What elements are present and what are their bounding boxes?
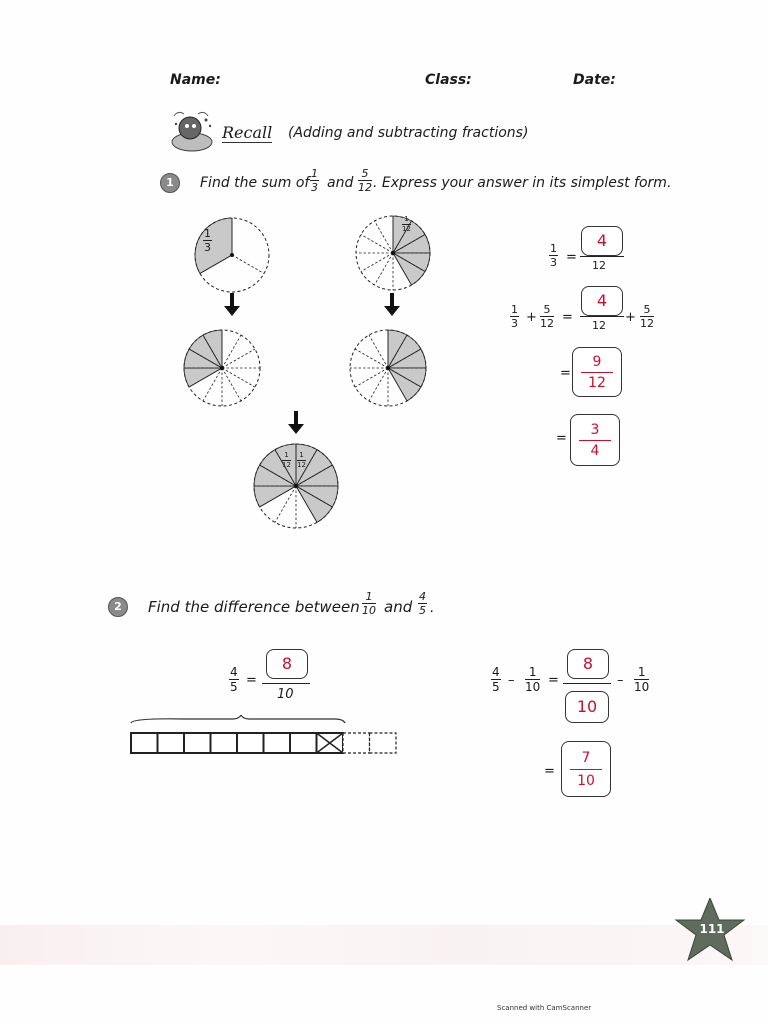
bar-cell [290, 733, 317, 753]
pie-charts [184, 216, 430, 528]
bar-cell [158, 733, 185, 753]
pie-divider [355, 349, 388, 368]
pie-center [386, 366, 390, 370]
pie-center [220, 366, 224, 370]
fraction-bar [580, 316, 624, 317]
plus-sign: + [625, 310, 636, 325]
pie-divider [369, 368, 388, 401]
class-label: Class: [425, 72, 472, 88]
q2-text-and: and [384, 598, 413, 616]
pie-label-twelfth: $\frac{1}{12}$ [402, 215, 411, 233]
step2-denominator: 12 [592, 319, 606, 332]
equals-sign: = [246, 673, 257, 688]
pie-center [391, 251, 395, 255]
pie-label-twelfth: $\frac{1}{12}$ [297, 451, 306, 469]
pie-five-twelfths [356, 216, 430, 290]
equals-sign: = [566, 250, 577, 265]
q1-fraction-2: $\frac{5}{12}$ [358, 167, 372, 194]
q2-text-end: . [430, 600, 435, 616]
bar-cell [343, 733, 370, 753]
q2-result-box: 7 10 [561, 741, 611, 797]
equals-sign: = [556, 431, 567, 446]
fraction-bar [580, 256, 624, 257]
date-label: Date: [573, 72, 616, 88]
q1-text-b: . Express your answer in its simplest form. [373, 175, 672, 191]
bar-cell [237, 733, 264, 753]
q2-left-lhs: $\frac{4}{5}$ [230, 665, 238, 694]
pie-divider [222, 368, 241, 401]
bar-cell [131, 733, 158, 753]
q2-bar-model [125, 715, 410, 761]
q1-text-and: and [327, 175, 354, 191]
pie-label-one-third: $\frac{1}{3}$ [204, 227, 211, 254]
step3-answer-box: 9 12 [572, 347, 622, 397]
step2-a: $\frac{1}{3}$ [511, 303, 518, 330]
step1-answer-box: 4 [581, 226, 623, 256]
pie-divider [375, 221, 394, 253]
equals-sign: = [562, 310, 573, 325]
bar-cell [184, 733, 211, 753]
pie-divider [369, 335, 388, 368]
q2-left-denominator: 10 [277, 687, 294, 702]
pie-label-twelfth: $\frac{1}{12}$ [282, 451, 291, 469]
q2-text-a: Find the difference between [148, 598, 360, 616]
step1-denominator: 12 [592, 259, 606, 272]
pie-divider [361, 235, 393, 254]
arrows [224, 293, 400, 434]
pie-divider [222, 335, 241, 368]
pie-center [294, 484, 298, 488]
q2-right-numerator-box: 8 [567, 649, 609, 679]
bar-cell [370, 733, 397, 753]
pie-five-twelfths-b [350, 330, 426, 406]
name-label: Name: [170, 72, 221, 88]
page-bottom-band [0, 925, 768, 965]
pie-center [230, 253, 234, 257]
step2-b: $\frac{5}{12}$ [540, 303, 554, 330]
step1-lhs: $\frac{1}{3}$ [550, 242, 557, 269]
step2-c: $\frac{5}{12}$ [640, 303, 654, 330]
q2-fraction-2: $\frac{4}{5}$ [419, 590, 426, 617]
q2-right-a: $\frac{4}{5}$ [492, 665, 500, 694]
question-2-badge: 2 [108, 597, 128, 617]
q2-right-denominator-box: 10 [565, 691, 609, 723]
q2-right-c: $\frac{1}{10}$ [634, 665, 650, 694]
fraction-bar [262, 683, 310, 684]
fraction-bar [563, 683, 611, 684]
pie-divider [222, 349, 255, 368]
pie-divider [361, 253, 393, 272]
scanner-footer: Scanned with CamScanner [497, 1004, 592, 1012]
shaded-sector [254, 486, 296, 507]
recall-title: Recall [222, 123, 273, 142]
q1-fraction-1: $\frac{1}{3}$ [311, 167, 318, 194]
step2-answer-box: 4 [581, 286, 623, 316]
pie-divider [375, 253, 394, 285]
plus-sign: + [526, 310, 537, 325]
pie-divider [222, 368, 255, 387]
equals-sign: = [544, 764, 555, 779]
pie-divider [355, 368, 388, 387]
recall-subtitle: (Adding and subtracting fractions) [288, 125, 529, 141]
pie-divider [232, 255, 264, 274]
step4-answer-box: 3 4 [570, 414, 620, 466]
q2-fraction-1: $\frac{1}{10}$ [362, 590, 376, 617]
q1-text-a: Find the sum of [200, 175, 310, 191]
bar-cell [264, 733, 291, 753]
pie-four-twelfths [184, 330, 260, 406]
equals-sign: = [548, 673, 559, 688]
shaded-sector [195, 218, 232, 274]
bar-cell [211, 733, 238, 753]
question-1-badge: 1 [160, 173, 180, 193]
q2-left-answer-box: 8 [266, 649, 308, 679]
minus-sign: – [508, 673, 515, 688]
pie-nine-twelfths [254, 444, 338, 528]
minus-sign: – [617, 673, 624, 688]
page-number: 111 [699, 922, 725, 936]
q2-right-b: $\frac{1}{10}$ [525, 665, 541, 694]
equals-sign: = [560, 366, 571, 381]
